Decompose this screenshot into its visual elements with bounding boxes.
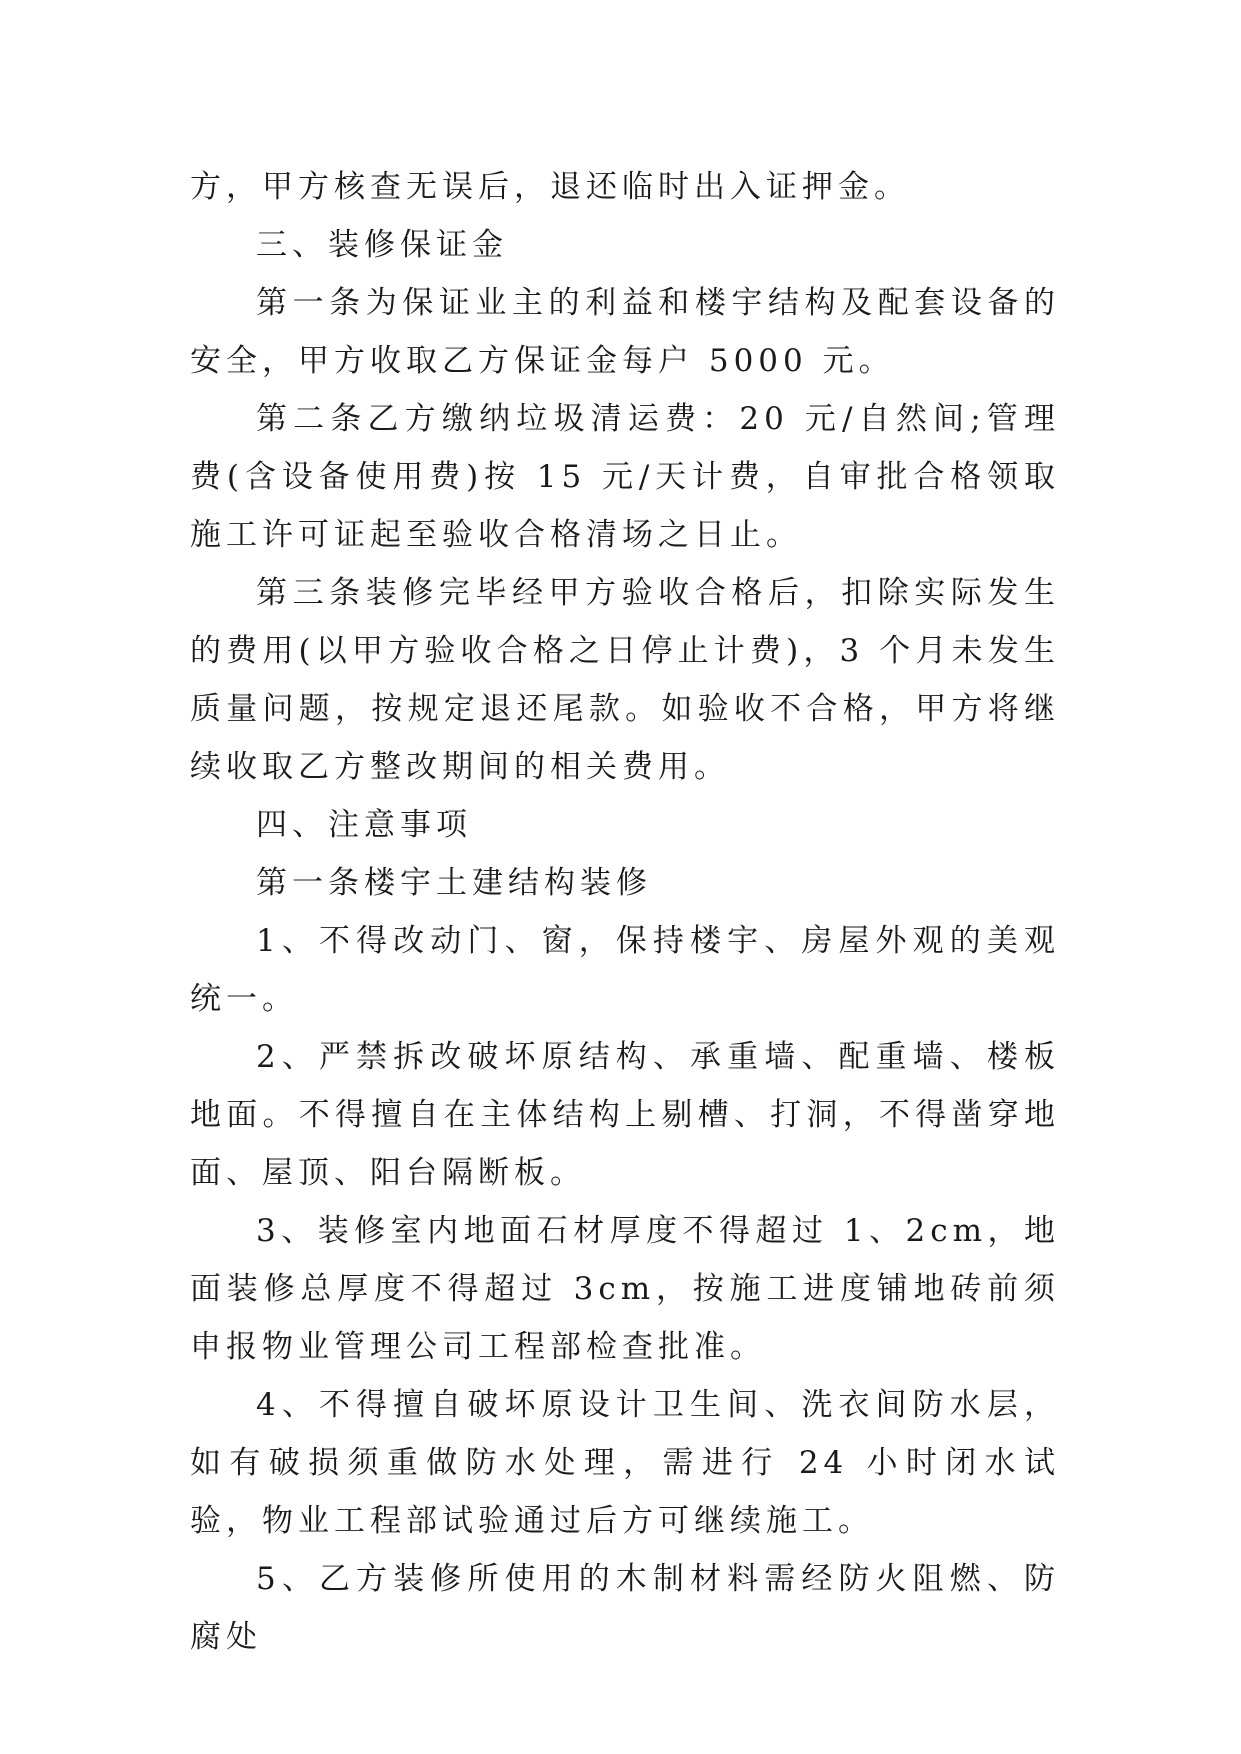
section-heading-notes: 四、注意事项 [256,807,472,843]
paragraph-article-2: 第二条乙方缴纳垃圾清运费：20 元/自然间;管理费(含设备使用费)按 15 元/天计费，自审批合格领取施工许可证起至验收合格清场之日止。 [190,401,1060,553]
paragraph-deposit-refund: 方，甲方核查无误后，退还临时出入证押金。 [190,169,910,205]
document-body [190,158,1060,1666]
section-heading-guarantee-deposit: 三、装修保证金 [256,227,508,263]
list-item-1: 1、不得改动门、窗，保持楼宇、房屋外观的美观统一。 [190,923,1060,1017]
list-item-5: 5、乙方装修所使用的木制材料需经防火阻燃、防腐处 [190,1561,1060,1655]
paragraph-article-structure: 第一条楼宇土建结构装修 [256,865,652,901]
paragraph-article-1: 第一条为保证业主的利益和楼宇结构及配套设备的安全，甲方收取乙方保证金每户 5000 元。 [190,285,1060,379]
list-item-3: 3、装修室内地面石材厚度不得超过 1、2cm，地面装修总厚度不得超过 3cm，按施工进度铺地砖前须申报物业管理公司工程部检查批准。 [190,1213,1060,1365]
paragraph-article-3: 第三条装修完毕经甲方验收合格后，扣除实际发生的费用(以甲方验收合格之日停止计费)，3 个月未发生质量问题，按规定退还尾款。如验收不合格，甲方将继续收取乙方整改期间的相关费用。 [190,575,1060,785]
list-item-4: 4、不得擅自破坏原设计卫生间、洗衣间防水层，如有破损须重做防水处理，需进行 24 小时闭水试验，物业工程部试验通过后方可继续施工。 [190,1387,1060,1539]
list-item-2: 2、严禁拆改破坏原结构、承重墙、配重墙、楼板地面。不得擅自在主体结构上剔槽、打洞，不得凿穿地面、屋顶、阳台隔断板。 [190,1039,1060,1191]
